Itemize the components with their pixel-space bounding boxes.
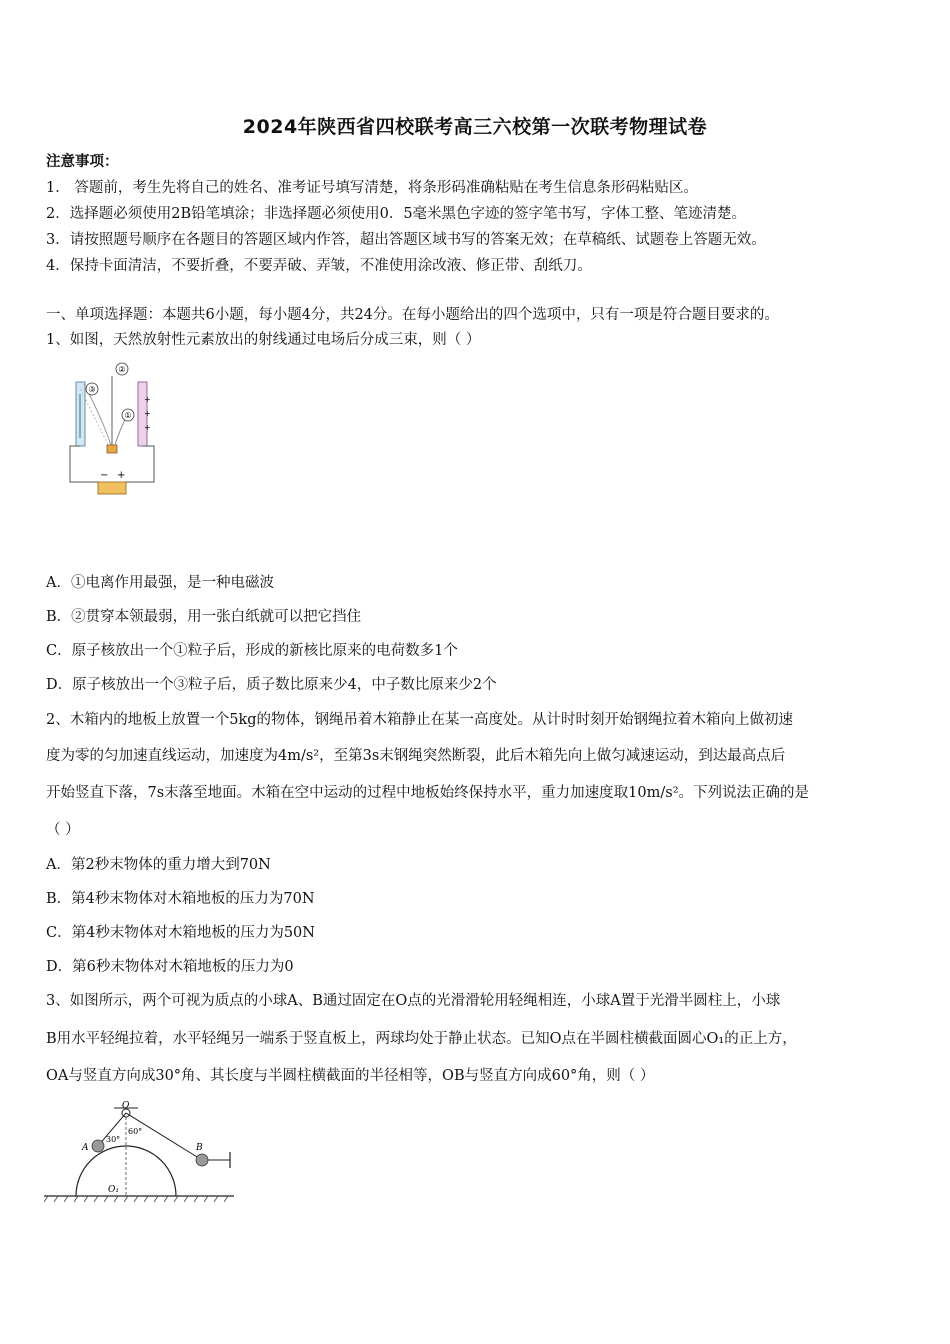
svg-text:+: + xyxy=(144,409,151,418)
source-block xyxy=(107,445,117,453)
battery xyxy=(98,482,126,494)
label-30-degrees: 30° xyxy=(106,1135,121,1144)
svg-text:+: + xyxy=(144,423,151,432)
question-3-stem: 3、如图所示，两个可视为质点的小球A、B通过固定在O点的光滑滑轮用轻绳相连，小球A置于光滑半圆柱上，小球 xyxy=(46,993,781,1009)
question-1-stem: 1、如图，天然放射性元素放出的射线通过电场后分成三束，则（ ） xyxy=(46,332,481,348)
notice-heading: 注意事项： xyxy=(46,153,119,170)
ground-hatching xyxy=(44,1196,228,1202)
notice-item: 1． 答题前，考生先将自己的姓名、准考证号填写清楚，将条形码准确粘贴在考生信息条形码粘贴区。 xyxy=(46,180,698,196)
question-3-stem: B用水平轻绳拉着，水平轻绳另一端系于竖直板上，两球均处于静止状态。已知O点在半圆柱横截面圆心O₁的正上方， xyxy=(46,1031,797,1047)
wire-right xyxy=(126,446,154,482)
label-b: B xyxy=(196,1143,203,1153)
label-1: ① xyxy=(124,411,132,420)
battery-negative-label: − xyxy=(100,470,109,481)
question-1-option: A．①电离作用最强，是一种电磁波 xyxy=(46,575,274,591)
question-2-option: B．第4秒末物体对木箱地板的压力为70N xyxy=(46,891,315,907)
rope-ob xyxy=(126,1113,202,1160)
question-2-option: C．第4秒末物体对木箱地板的压力为50N xyxy=(46,925,315,941)
battery-positive-label: + xyxy=(117,470,126,481)
question-2-stem: 开始竖直下落，7s末落至地面。木箱在空中运动的过程中地板始终保持水平，重力加速度取10m/s²。下列说法正确的是 xyxy=(46,785,810,801)
question-1-option: B．②贯穿本领最弱，用一张白纸就可以把它挡住 xyxy=(46,609,362,625)
wire-left xyxy=(70,446,98,482)
question-2-stem: 度为零的匀加速直线运动，加速度为4m/s²，至第3s末钢绳突然断裂，此后木箱先向上做匀减速运动，到达最高点后 xyxy=(46,748,786,764)
radiation-field-figure xyxy=(62,358,167,500)
notice-item: 4．保持卡面清洁，不要折叠，不要弄破、弄皱，不准使用涂改液、修正带、刮纸刀。 xyxy=(46,258,592,274)
label-o: O xyxy=(122,1101,130,1111)
notice-item: 2．选择题必须使用2B铅笔填涂；非选择题必须使用0．5毫米黑色字迹的签字笔书写，字体工整、笔迹清楚。 xyxy=(46,206,747,222)
label-o1: O₁ xyxy=(108,1185,119,1195)
question-3-stem: OA与竖直方向成30°角、其长度与半圆柱横截面的半径相等，OB与竖直方向成60°角，则（ ） xyxy=(46,1068,655,1084)
question-1-option: C．原子核放出一个①粒子后，形成的新核比原来的电荷数多1个 xyxy=(46,643,458,659)
pulley-half-cylinder-figure xyxy=(44,1098,244,1206)
question-2-option: D．第6秒末物体对木箱地板的压力为0 xyxy=(46,959,294,975)
section-heading: 一、单项选择题：本题共6小题，每小题4分，共24分。在每小题给出的四个选项中，只有一项是符合题目要求的。 xyxy=(46,307,779,323)
page-title: 2024年陕西省四校联考高三六校第一次联考物理试卷 xyxy=(242,116,708,138)
question-2-stem: 2、木箱内的地板上放置一个5kg的物体，钢绳吊着木箱静止在某一高度处。从计时时刻开始钢绳拉着木箱向上做初速 xyxy=(46,712,794,728)
ball-b xyxy=(196,1154,208,1166)
label-3: ③ xyxy=(88,385,96,394)
ball-a xyxy=(92,1140,104,1152)
label-a: A xyxy=(82,1143,89,1153)
question-2-stem: （ ） xyxy=(46,822,80,838)
question-2-option: A．第2秒末物体的重力增大到70N xyxy=(46,857,271,873)
notice-item: 3．请按照题号顺序在各题目的答题区域内作答，超出答题区域书写的答案无效；在草稿纸、试题卷上答题无效。 xyxy=(46,232,766,248)
label-2: ② xyxy=(118,365,126,374)
label-60-degrees: 60° xyxy=(128,1127,143,1136)
question-1-option: D．原子核放出一个③粒子后，质子数比原来少4，中子数比原来少2个 xyxy=(46,677,497,693)
svg-text:+: + xyxy=(144,395,151,404)
